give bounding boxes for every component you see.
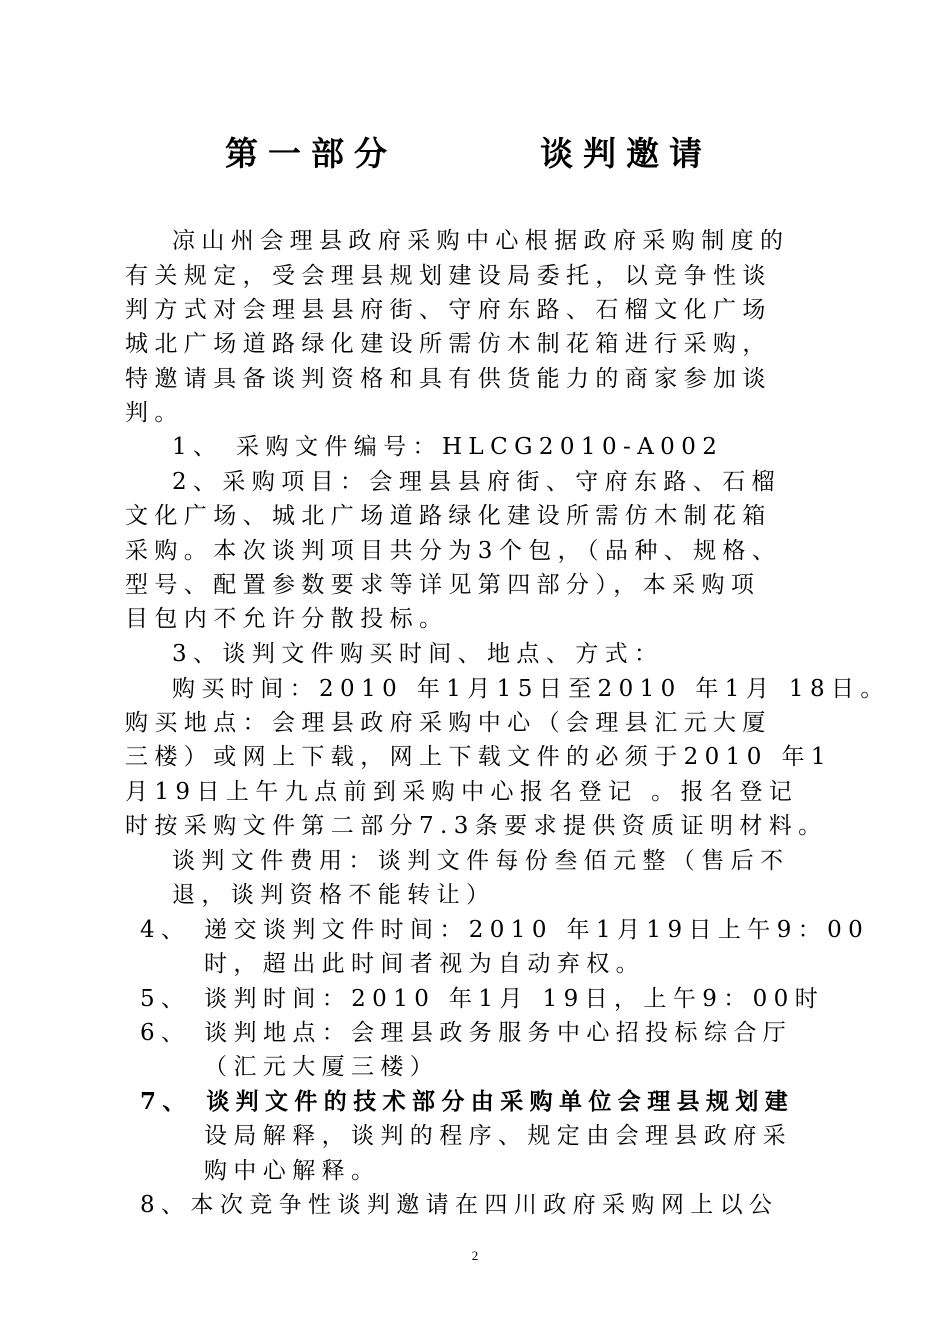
body-line: 凉山州会理县政府采购中心根据政府采购制度的 [172,228,790,254]
body-line: 三楼）或网上下载，网上下载文件的必须于2010 年1 [125,744,832,770]
body-line: 文化广场、城北广场道路绿化建设所需仿木制花箱 [125,503,772,529]
body-line: 1、 采购文件编号：HLCG2010-A002 [172,434,724,460]
body-line: 时按采购文件第二部分7.3条要求提供资质证明材料。 [125,813,828,839]
body-line: 4、 递交谈判文件时间：2010 年1月19日上午9：00 [140,917,870,943]
body-line: 购买地点：会理县政府采购中心（会理县汇元大厦 [125,710,772,736]
body-line: 目包内不允许分散投标。 [125,606,449,632]
body-line: 8、本次竞争性谈判邀请在四川政府采购网上以公 [140,1192,779,1218]
body-line: 型号、配置参数要求等详见第四部分），本采购项 [125,572,761,598]
body-line: 设局解释，谈判的程序、规定由会理县政府采 [204,1123,792,1149]
body-line: 月19日上午九点前到采购中心报名登记 。报名登记 [125,779,799,805]
section-name: 谈判邀请 [540,134,712,173]
body-line: 时，超出此时间者视为自动弃权。 [204,951,645,977]
body-line: 2、采购项目：会理县县府街、守府东路、石榴 [172,469,782,495]
body-line: 采购。本次谈判项目共分为3个包，（品种、规格、 [125,538,782,564]
body-line: 退，谈判资格不能转让） [172,882,496,908]
body-line: 城北广场道路绿化建设所需仿木制花箱进行采购， [125,331,772,357]
body-line: （汇元大厦三楼） [204,1054,440,1080]
body-line: 7、 谈判文件的技术部分由采购单位会理县规划建 [140,1088,795,1115]
section-part: 第一部分 [225,134,397,173]
body-line: 3、谈判文件购买时间、地点、方式： [172,641,664,667]
body-line: 判方式对会理县县府街、守府东路、石榴文化广场 [125,297,772,323]
body-line: 5、 谈判时间：2010 年1月 19日，上午9：00时 [140,986,825,1012]
body-line: 特邀请具备谈判资格和具有供货能力的商家参加谈 [125,366,772,392]
body-line: 判。 [125,400,184,426]
body-line: 购中心解释。 [204,1158,381,1184]
body-line: 谈判文件费用：谈判文件每份叁佰元整（售后不 [172,848,790,874]
body-line: 有关规定，受会理县规划建设局委托，以竞争性谈 [125,263,772,289]
body-line: 购买时间：2010 年1月15日至2010 年1月 18日。 [172,676,890,702]
body-line: 6、 谈判地点：会理县政务服务中心招投标综合厅 [140,1020,793,1046]
page-number: 2 [471,1248,479,1263]
